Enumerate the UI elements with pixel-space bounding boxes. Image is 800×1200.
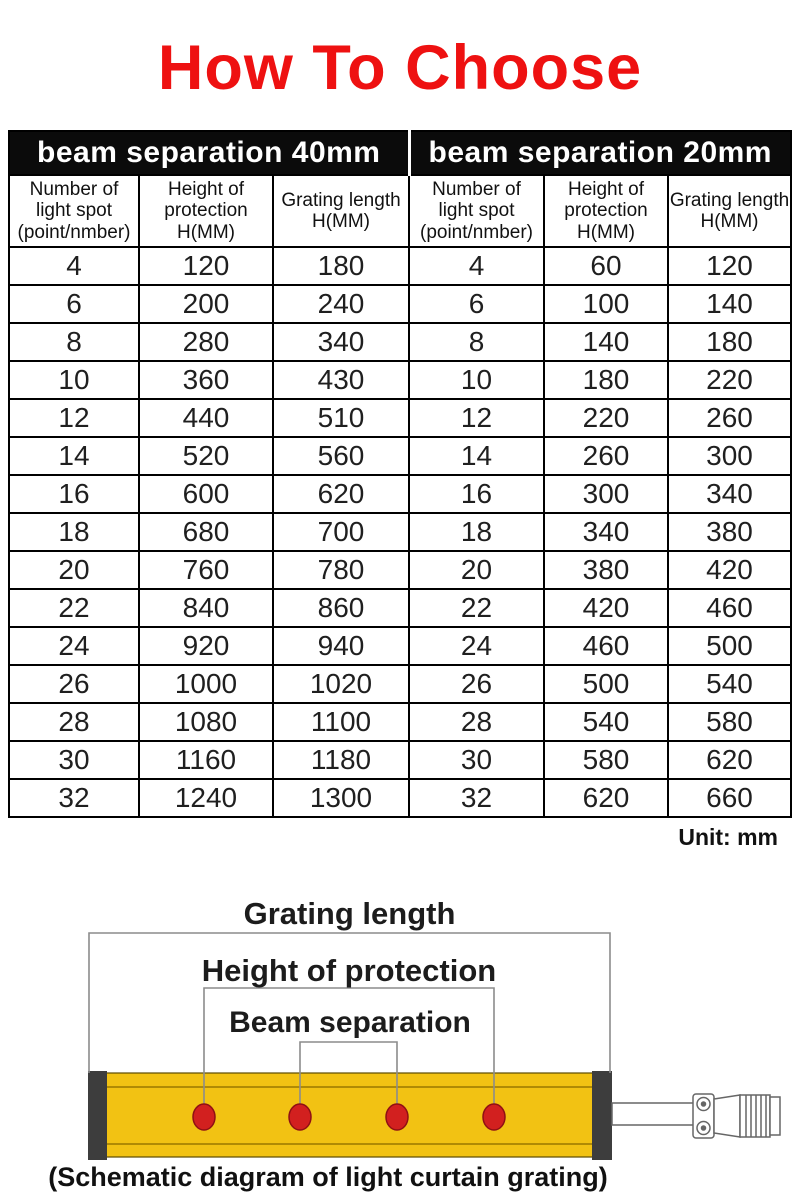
table-cell: 500 bbox=[668, 627, 791, 665]
column-header-line: Number of bbox=[29, 179, 119, 201]
column-header-height-40 bbox=[139, 175, 273, 247]
column-header-line: protection bbox=[564, 200, 648, 222]
table-cell: 340 bbox=[668, 475, 791, 513]
table-cell: 10 bbox=[9, 361, 139, 399]
column-header-row bbox=[9, 175, 791, 247]
table-cell: 120 bbox=[668, 247, 791, 285]
table-cell: 600 bbox=[139, 475, 273, 513]
bar-left-end-cap bbox=[88, 1071, 107, 1160]
table-row bbox=[9, 475, 791, 513]
table-cell: 10 bbox=[409, 361, 544, 399]
column-header-line: H(MM) bbox=[311, 211, 371, 232]
table-cell: 580 bbox=[544, 741, 668, 779]
table-cell: 200 bbox=[139, 285, 273, 323]
table-cell: 180 bbox=[668, 323, 791, 361]
column-header-line: (point/nmber) bbox=[420, 221, 533, 243]
beam-dot bbox=[483, 1104, 505, 1130]
table-cell: 12 bbox=[409, 399, 544, 437]
table-cell: 240 bbox=[273, 285, 409, 323]
table-cell: 380 bbox=[668, 513, 791, 551]
table-cell: 18 bbox=[409, 513, 544, 551]
table-cell: 14 bbox=[409, 437, 544, 475]
table-row bbox=[9, 247, 791, 285]
table-row bbox=[9, 513, 791, 551]
grating-length-label: Grating length bbox=[243, 896, 456, 931]
column-header-line: H(MM) bbox=[700, 211, 759, 232]
table-row bbox=[9, 399, 791, 437]
table-cell: 24 bbox=[9, 627, 139, 665]
table-cell: 1100 bbox=[273, 703, 409, 741]
table-cell: 420 bbox=[544, 589, 668, 627]
table-cell: 26 bbox=[9, 665, 139, 703]
table-cell: 510 bbox=[273, 399, 409, 437]
table-cell: 12 bbox=[9, 399, 139, 437]
column-header-line: Number of bbox=[432, 179, 521, 201]
table-cell: 780 bbox=[273, 551, 409, 589]
table-cell: 100 bbox=[544, 285, 668, 323]
table-cell: 340 bbox=[544, 513, 668, 551]
table-cell: 420 bbox=[668, 551, 791, 589]
column-header-line: protection bbox=[164, 200, 248, 222]
column-header-line: Grating length bbox=[669, 189, 790, 211]
table-row bbox=[9, 285, 791, 323]
table-cell: 6 bbox=[409, 285, 544, 323]
table-cell: 580 bbox=[668, 703, 791, 741]
table-cell: 120 bbox=[139, 247, 273, 285]
table-cell: 1000 bbox=[139, 665, 273, 703]
beam-separation-table bbox=[8, 130, 792, 818]
page-title: How To Choose bbox=[157, 33, 643, 103]
table-cell: 180 bbox=[273, 247, 409, 285]
table-cell: 16 bbox=[409, 475, 544, 513]
table-cell: 500 bbox=[544, 665, 668, 703]
connector-taper bbox=[714, 1095, 740, 1137]
column-header-light-spot-40 bbox=[9, 175, 139, 247]
table-cell: 380 bbox=[544, 551, 668, 589]
table-cell: 32 bbox=[9, 779, 139, 817]
table-cell: 1300 bbox=[273, 779, 409, 817]
table-cell: 8 bbox=[9, 323, 139, 361]
table-cell: 6 bbox=[9, 285, 139, 323]
table-cell: 26 bbox=[409, 665, 544, 703]
table-cell: 1160 bbox=[139, 741, 273, 779]
beam-dot bbox=[193, 1104, 215, 1130]
cable bbox=[612, 1103, 695, 1125]
table-cell: 14 bbox=[9, 437, 139, 475]
table-cell: 840 bbox=[139, 589, 273, 627]
table-row bbox=[9, 589, 791, 627]
table-cell: 1180 bbox=[273, 741, 409, 779]
connector-screw-center bbox=[702, 1102, 706, 1106]
table-cell: 540 bbox=[544, 703, 668, 741]
table-cell: 280 bbox=[139, 323, 273, 361]
table-cell: 520 bbox=[139, 437, 273, 475]
table-cell: 8 bbox=[409, 323, 544, 361]
column-header-line: light spot bbox=[438, 200, 515, 222]
table-cell: 20 bbox=[9, 551, 139, 589]
table-cell: 4 bbox=[409, 247, 544, 285]
table-cell: 620 bbox=[544, 779, 668, 817]
table-cell: 860 bbox=[273, 589, 409, 627]
table-row bbox=[9, 627, 791, 665]
column-header-grating-40 bbox=[273, 175, 409, 247]
table-cell: 300 bbox=[668, 437, 791, 475]
connector-screw-center bbox=[702, 1126, 706, 1130]
table-cell: 460 bbox=[544, 627, 668, 665]
table-cell: 32 bbox=[409, 779, 544, 817]
beam-dot bbox=[386, 1104, 408, 1130]
table-cell: 1020 bbox=[273, 665, 409, 703]
table-cell: 430 bbox=[273, 361, 409, 399]
table-cell: 140 bbox=[544, 323, 668, 361]
table-cell: 340 bbox=[273, 323, 409, 361]
group-header-20mm: beam separation 20mm bbox=[409, 131, 791, 175]
column-header-line: H(MM) bbox=[176, 221, 236, 243]
unit-note: Unit: mm bbox=[678, 824, 778, 850]
connector-end-cap bbox=[770, 1097, 780, 1135]
table-cell: 220 bbox=[668, 361, 791, 399]
table-cell: 220 bbox=[544, 399, 668, 437]
column-header-line: Height of bbox=[567, 179, 645, 201]
table-cell: 20 bbox=[409, 551, 544, 589]
table-cell: 30 bbox=[409, 741, 544, 779]
column-header-line: light spot bbox=[35, 200, 113, 222]
light-curtain-diagram bbox=[0, 890, 800, 1200]
table-cell: 260 bbox=[544, 437, 668, 475]
table-row bbox=[9, 665, 791, 703]
beam-separation-label: Beam separation bbox=[229, 1006, 471, 1039]
table-cell: 440 bbox=[139, 399, 273, 437]
table-cell: 16 bbox=[9, 475, 139, 513]
table-cell: 24 bbox=[409, 627, 544, 665]
table-cell: 540 bbox=[668, 665, 791, 703]
column-header-line: (point/nmber) bbox=[17, 221, 131, 243]
table-cell: 260 bbox=[668, 399, 791, 437]
table-row bbox=[9, 779, 791, 817]
table-cell: 920 bbox=[139, 627, 273, 665]
table-cell: 22 bbox=[409, 589, 544, 627]
table-cell: 22 bbox=[9, 589, 139, 627]
table-cell: 1240 bbox=[139, 779, 273, 817]
connector bbox=[612, 1094, 780, 1138]
table-cell: 30 bbox=[9, 741, 139, 779]
column-header-line: H(MM) bbox=[576, 221, 636, 243]
table-cell: 460 bbox=[668, 589, 791, 627]
column-header-light-spot-20 bbox=[409, 175, 544, 247]
table-row bbox=[9, 323, 791, 361]
column-header-line: Height of bbox=[167, 179, 245, 201]
table-row bbox=[9, 551, 791, 589]
table-cell: 4 bbox=[9, 247, 139, 285]
table-cell: 1080 bbox=[139, 703, 273, 741]
beam-dot bbox=[289, 1104, 311, 1130]
table-cell: 28 bbox=[9, 703, 139, 741]
bar-right-end-cap bbox=[592, 1071, 612, 1160]
table-cell: 140 bbox=[668, 285, 791, 323]
table-row bbox=[9, 437, 791, 475]
table-cell: 300 bbox=[544, 475, 668, 513]
table-cell: 560 bbox=[273, 437, 409, 475]
table-row bbox=[9, 703, 791, 741]
group-header-row bbox=[9, 131, 791, 175]
table-cell: 18 bbox=[9, 513, 139, 551]
table-cell: 28 bbox=[409, 703, 544, 741]
table-cell: 940 bbox=[273, 627, 409, 665]
table-cell: 660 bbox=[668, 779, 791, 817]
group-header-40mm: beam separation 40mm bbox=[9, 131, 409, 175]
column-header-line: Grating length bbox=[281, 189, 401, 211]
table-cell: 360 bbox=[139, 361, 273, 399]
table-cell: 760 bbox=[139, 551, 273, 589]
height-of-protection-label: Height of protection bbox=[201, 953, 497, 988]
table-row bbox=[9, 361, 791, 399]
column-header-grating-20 bbox=[668, 175, 791, 247]
table-row bbox=[9, 741, 791, 779]
table-cell: 60 bbox=[544, 247, 668, 285]
table-cell: 620 bbox=[273, 475, 409, 513]
table-cell: 620 bbox=[668, 741, 791, 779]
column-header-height-20 bbox=[544, 175, 668, 247]
table-cell: 680 bbox=[139, 513, 273, 551]
table-cell: 180 bbox=[544, 361, 668, 399]
table-cell: 700 bbox=[273, 513, 409, 551]
diagram-caption: (Schematic diagram of light curtain grating) bbox=[48, 1162, 608, 1192]
